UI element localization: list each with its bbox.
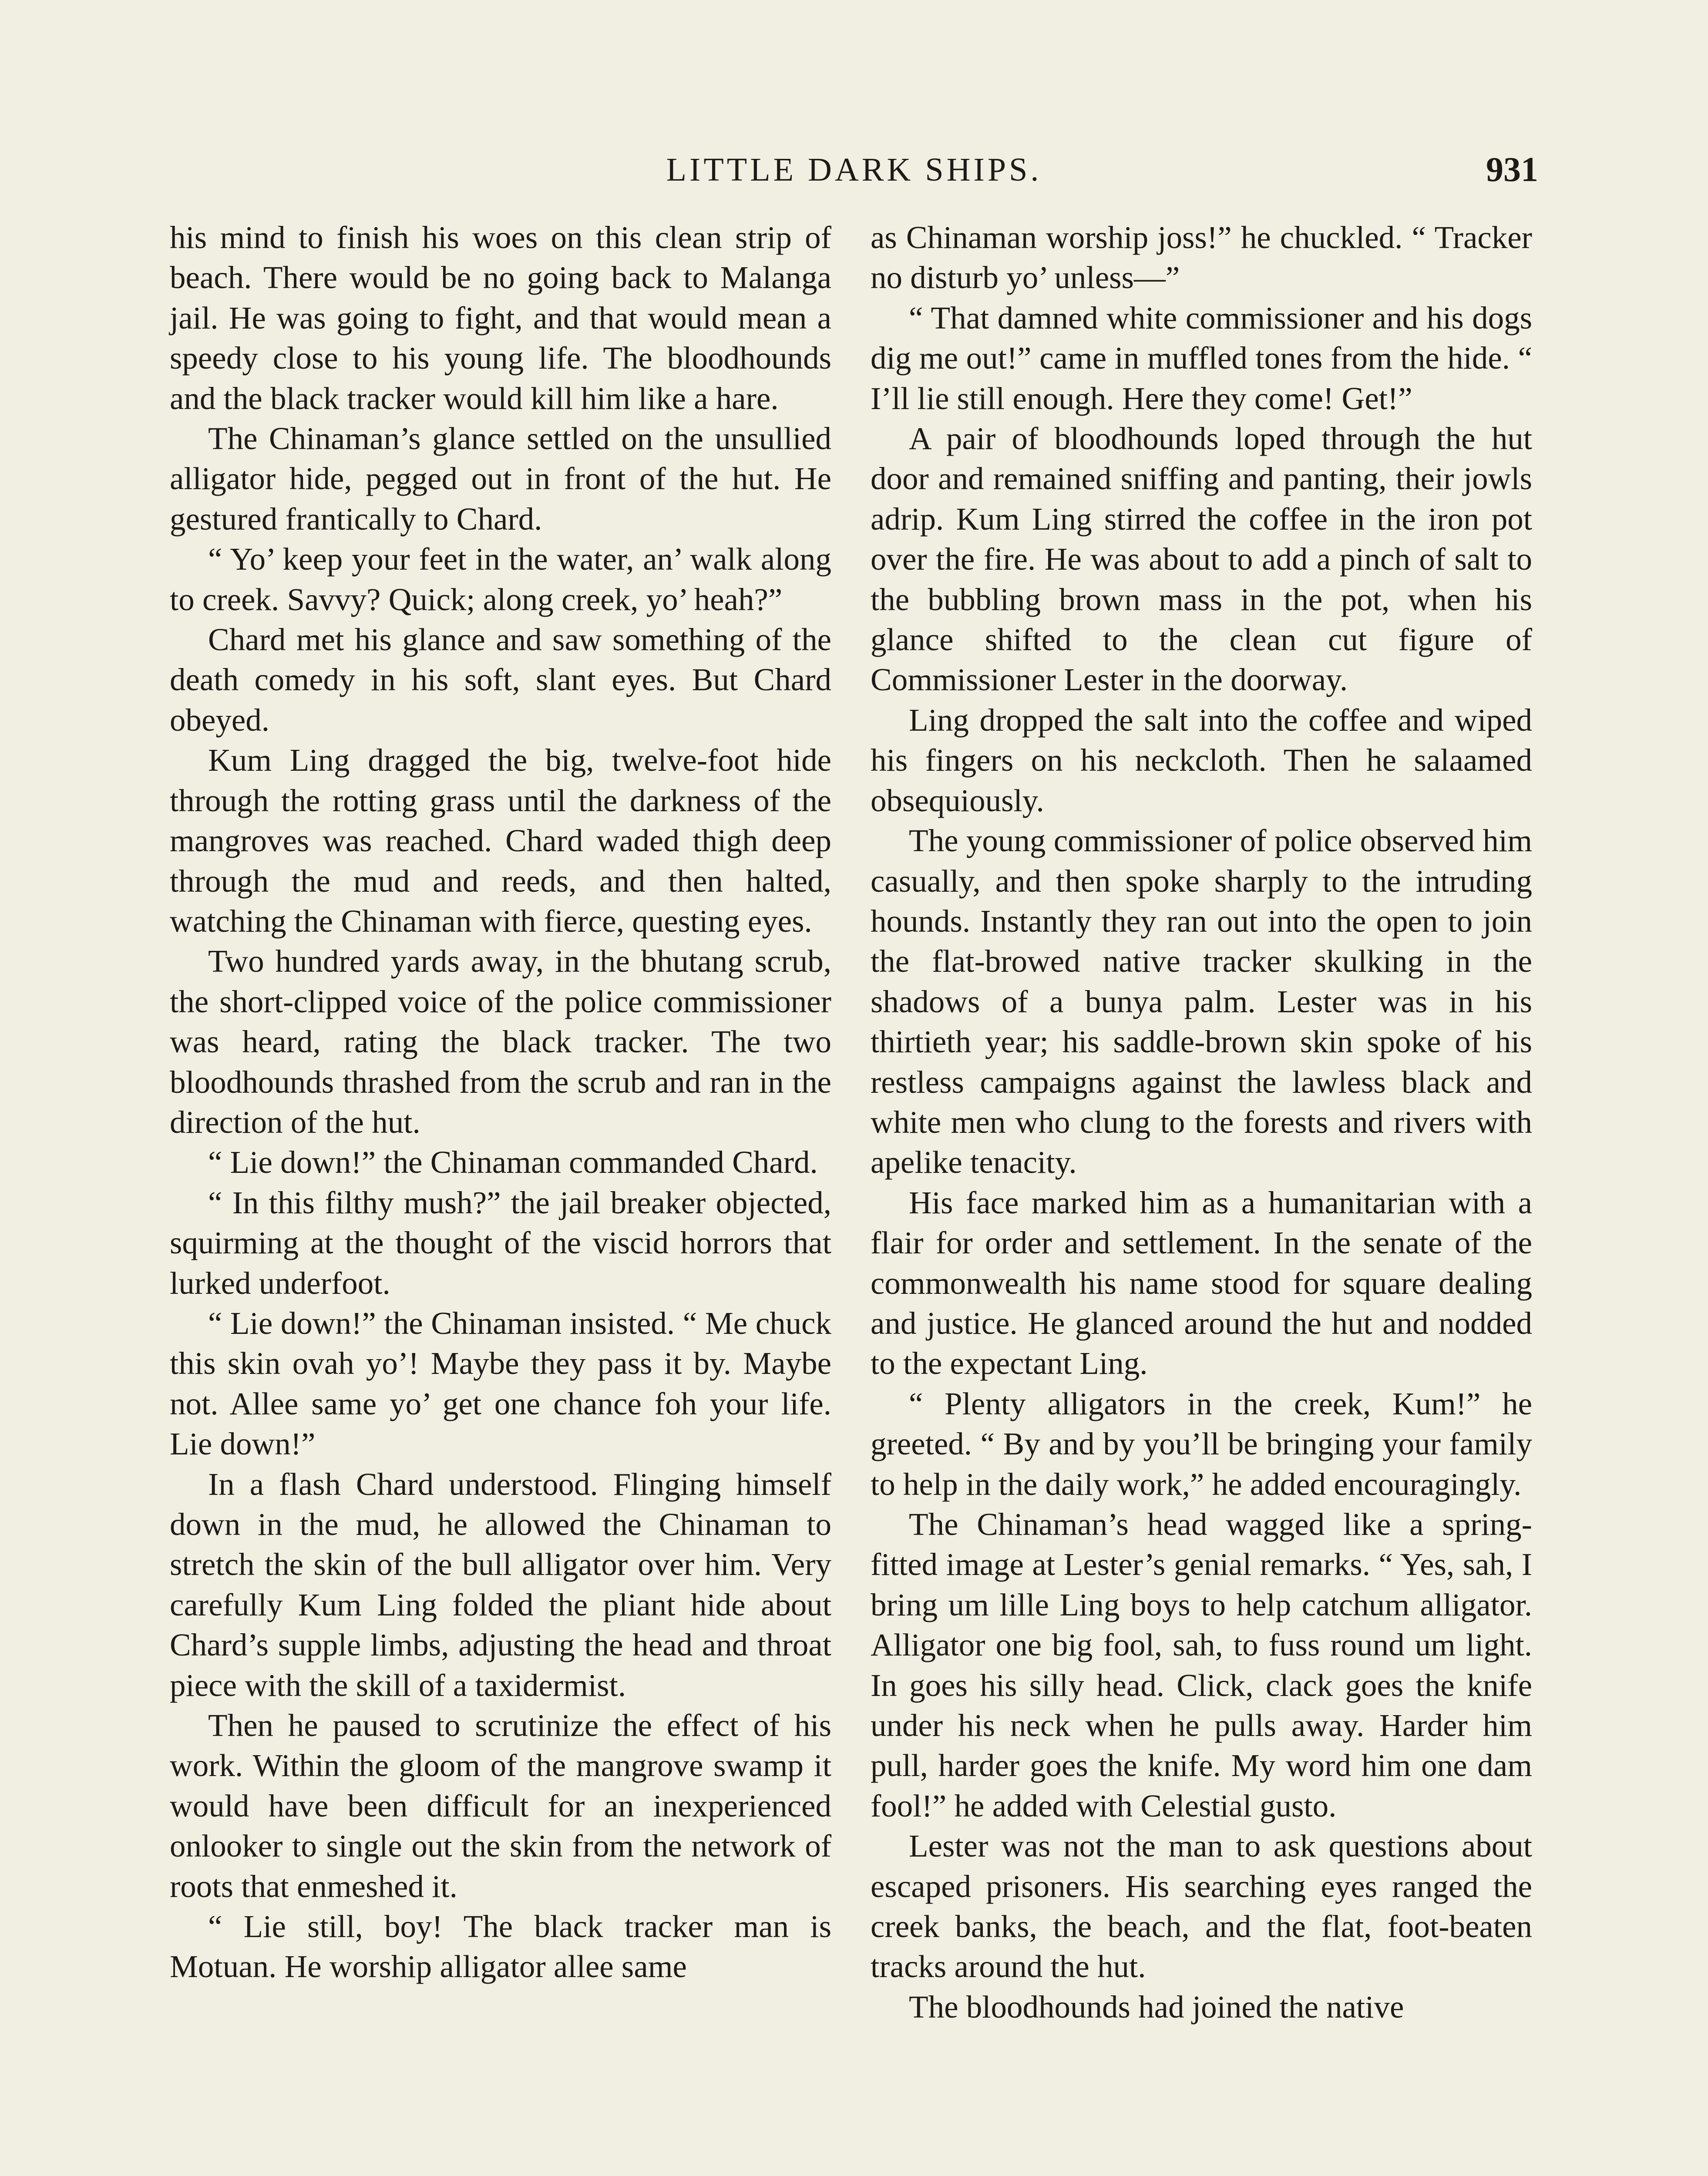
paragraph: A pair of bloodhounds loped through the hut door and remained sniffing and panting, their jowls adrip. Kum Ling stirred the coffee in the iron pot over the fire. He was about to add a pinch of salt to the bubbling brown mass in the pot, when his glance shifted to the clean cut figure of Commissioner Lester in the doorway.	[871, 421, 1532, 698]
paragraph: Then he paused to scrutinize the effect of his work. Within the gloom of the mangrove swamp it would have been difficult for an inexperienced onlooker to single out the skin from the network of roots that enmeshed it.	[170, 1708, 831, 1904]
paragraph: his mind to finish his woes on this clean strip of beach. There would be no going back to Malanga jail. He was going to fight, and that would mean a speedy close to his young life. The bloodhounds and the black tracker would kill him like a hare.	[170, 220, 831, 416]
paragraph: “ Plenty alligators in the creek, Kum!” he greeted. “ By and by you’ll be bringing your family to help in the daily work,” he added encouragingly.	[871, 1386, 1532, 1502]
paragraph: Kum Ling dragged the big, twelve-foot hide through the rotting grass until the darkness of the mangroves was reached. Chard waded thigh deep through the mud and reeds, and then halted, watching the Chinaman with fierce, questing eyes.	[170, 742, 831, 939]
paragraph: “ That damned white commissioner and his dogs dig me out!” came in muffled tones from the hide. “ I’ll lie still enough. Here they come! Get!”	[871, 300, 1532, 416]
paragraph: “ Yo’ keep your feet in the water, an’ walk along to creek. Savvy? Quick; along creek, yo’ heah?”	[170, 541, 831, 617]
right-column	[871, 218, 1532, 2027]
paragraph: His face marked him as a humanitarian with a flair for order and settlement. In the senate of the commonwealth his name stood for square dealing and justice. He glanced around the hut and nodded to the expectant Ling.	[871, 1185, 1532, 1381]
paragraph: “ Lie down!” the Chinaman commanded Chard.	[208, 1145, 818, 1180]
paragraph: “ In this filthy mush?” the jail breaker objected, squirming at the thought of the viscid horrors that lurked underfoot.	[170, 1185, 831, 1301]
paragraph: Two hundred yards away, in the bhutang scrub, the short-clipped voice of the police commissioner was heard, rating the black tracker. The two bloodhounds thrashed from the scrub and ran in the direction of the hut.	[170, 944, 831, 1140]
paragraph: Ling dropped the salt into the coffee and wiped his fingers on his neckcloth. Then he salaamed obsequiously.	[871, 702, 1532, 818]
paragraph: The bloodhounds had joined the native	[909, 1989, 1404, 2025]
running-title: LITTLE DARK SHIPS.	[666, 151, 1042, 188]
paragraph: The young commissioner of police observed him casually, and then spoke sharply to the intruding hounds. Instantly they ran out into the open to join the flat-browed native tracker skulking in the shadows of a bunya palm. Lester was in his thirtieth year; his saddle-brown skin spoke of his restless campaigns against the lawless black and white men who clung to the forests and rivers with apelike tenacity.	[871, 823, 1532, 1180]
paragraph: Chard met his glance and saw something of the death comedy in his soft, slant eyes. But Chard obeyed.	[170, 622, 831, 738]
paragraph: “ Lie still, boy! The black tracker man is Motuan. He worship alligator allee same	[170, 1909, 831, 1985]
paragraph: “ Lie down!” the Chinaman insisted. “ Me chuck this skin ovah yo’! Maybe they pass it by. Maybe not. Allee same yo’ get one chance foh your life. Lie down!”	[170, 1305, 831, 1462]
paragraph: The Chinaman’s glance settled on the unsullied alligator hide, pegged out in front of the hut. He gestured frantically to Chard.	[170, 421, 831, 537]
paragraph: as Chinaman worship joss!” he chuckled. “ Tracker no disturb yo’ unless—”	[871, 220, 1532, 296]
page-header	[170, 146, 1538, 194]
paragraph: The Chinaman’s head wagged like a spring-fitted image at Lester’s genial remarks. “ Yes, sah, I bring um lille Ling boys to help catchum alligator. Alligator one big fool, sah, to fuss round um light. In goes his silly head. Click, clack goes the knife under his neck when he pulls away. Harder him pull, harder goes the knife. My word him one dam fool!” he added with Celestial gusto.	[871, 1507, 1532, 1823]
left-column	[170, 218, 831, 1987]
paragraph: Lester was not the man to ask questions about escaped prisoners. His searching eyes ranged the creek banks, the beach, and the flat, foot-beaten tracks around the hut.	[871, 1828, 1532, 1985]
paragraph: In a flash Chard understood. Flinging himself down in the mud, he allowed the Chinaman to stretch the skin of the bull alligator over him. Very carefully Kum Ling folded the pliant hide about Chard’s supple limbs, adjusting the head and throat piece with the skill of a taxidermist.	[170, 1466, 831, 1703]
page-number: 931	[1486, 151, 1538, 189]
